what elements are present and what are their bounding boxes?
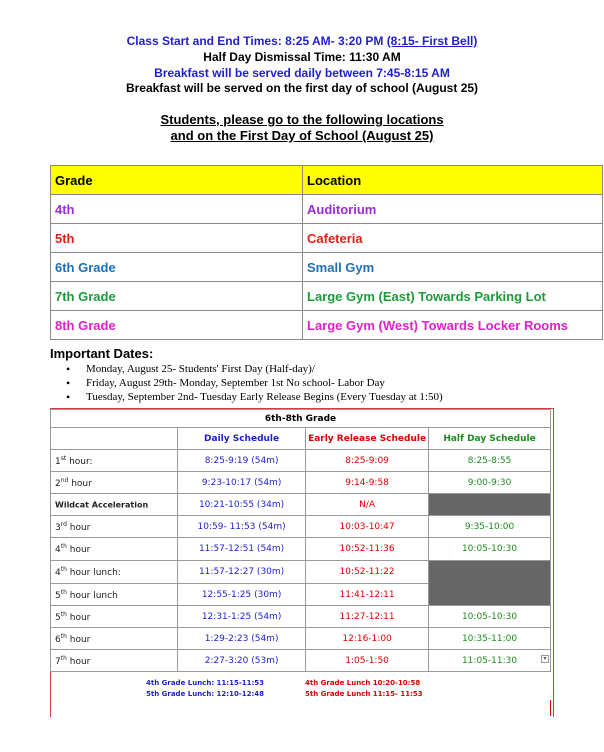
schedule-table — [50, 409, 551, 672]
half-day-time: 10:35-11:00 — [429, 628, 551, 650]
early-release-time: 11:41-12:11 — [306, 584, 429, 606]
period-number: 6 — [55, 634, 61, 645]
half-day-time — [429, 561, 551, 606]
grade-cell: 7th Grade — [51, 282, 303, 311]
early-release-time: 10:03-10:47 — [306, 516, 429, 538]
period-suffix: th — [60, 654, 67, 662]
early-release-header: Early Release Schedule — [306, 428, 429, 450]
schedule-title-row — [51, 410, 551, 428]
period-number: 3 — [55, 522, 61, 533]
daily-time: 2:27-3:20 (53m) — [178, 650, 306, 672]
period-rest: hour — [66, 656, 91, 667]
location-cell: Auditorium — [303, 195, 603, 224]
table-row — [51, 538, 551, 561]
location-cell: Cafeteria — [303, 224, 603, 253]
period-suffix: th — [60, 632, 67, 640]
lunch-red-1: 4th Grade Lunch 10:20-10:58 — [305, 679, 421, 687]
location-cell: Large Gym (East) Towards Parking Lot — [303, 282, 603, 311]
first-bell-text: (8:15- First Bell) — [386, 34, 478, 48]
daily-time: 12:55-1:25 (30m) — [178, 584, 306, 606]
early-release-time: 1:05-1:50 — [306, 650, 429, 672]
period-label — [51, 584, 178, 606]
table-row — [51, 224, 603, 253]
table-row — [51, 494, 551, 516]
daily-time: 12:31-1:25 (54m) — [178, 606, 306, 628]
locations-table — [50, 165, 603, 340]
period-label — [51, 516, 178, 538]
early-release-time: 11:27-12:11 — [306, 606, 429, 628]
period-label — [51, 472, 178, 494]
lunch-blue-2: 5th Grade Lunch: 12:10-12:48 — [146, 690, 265, 698]
list-item: • Friday, August 29th- Monday, September 1st No school- Labor Day — [66, 376, 443, 390]
half-day-time — [429, 494, 551, 516]
grade-cell: 4th — [51, 195, 303, 224]
half-day-time: 11:05-11:30 — [429, 650, 551, 672]
period-number: 5 — [55, 612, 61, 623]
table-row — [51, 628, 551, 650]
early-release-time: 12:16-1:00 — [306, 628, 429, 650]
important-dates-list — [66, 362, 443, 404]
early-release-time: 8:25-9:09 — [306, 450, 429, 472]
period-suffix: rd — [60, 520, 67, 528]
period-number: 7 — [55, 656, 61, 667]
table-row — [51, 253, 603, 282]
early-release-time: 10:52-11:22 — [306, 561, 429, 584]
period-rest: hour: — [66, 456, 93, 467]
period-rest: hour — [68, 478, 92, 489]
locations-title-2: and on the First Day of School (August 25) — [170, 128, 434, 143]
period-label — [51, 606, 178, 628]
period-rest: hour — [66, 612, 91, 623]
table-row — [51, 650, 551, 672]
table-row — [51, 282, 603, 311]
period-number: 4 — [55, 568, 61, 578]
breakfast-first-day: Breakfast will be served on the first day of school (August 25) — [125, 81, 479, 95]
location-cell: Large Gym (West) Towards Locker Rooms — [303, 311, 603, 340]
period-suffix: nd — [60, 476, 69, 484]
grade-header: Grade — [51, 166, 303, 195]
table-row — [51, 561, 551, 584]
period-rest: hour lunch: — [66, 568, 121, 578]
period-number: 5 — [55, 590, 61, 601]
half-day-dismissal: Half Day Dismissal Time: 11:30 AM — [203, 50, 401, 64]
scroll-down-icon[interactable]: ▾ — [541, 655, 549, 663]
daily-time: 1:29-2:23 (54m) — [178, 628, 306, 650]
period-rest: hour — [66, 634, 91, 645]
period-suffix: th — [60, 543, 67, 550]
period-label — [51, 538, 178, 561]
period-number: 1 — [55, 456, 61, 467]
location-cell: Small Gym — [303, 253, 603, 282]
period-label — [51, 561, 178, 584]
period-label — [51, 450, 178, 472]
half-day-time: 8:25-8:55 — [429, 450, 551, 472]
grade-cell: 5th — [51, 224, 303, 253]
lunch-blue-1: 4th Grade Lunch: 11:15-11:53 — [146, 679, 265, 687]
half-day-time: 9:00-9:30 — [429, 472, 551, 494]
daily-time: 11:57-12:51 (54m) — [178, 538, 306, 561]
period-suffix: th — [60, 610, 67, 618]
table-row — [51, 450, 551, 472]
half-day-header: Half Day Schedule — [429, 428, 551, 450]
table-row — [51, 311, 603, 340]
daily-schedule-header: Daily Schedule — [178, 428, 306, 450]
class-times-line — [0, 34, 604, 49]
half-day-time: 10:05-10:30 — [429, 538, 551, 561]
class-times-text: Class Start and End Times: 8:25 AM- 3:20 PM — [126, 34, 387, 48]
early-release-time: N/A — [306, 494, 429, 516]
period-rest: hour lunch — [66, 590, 118, 601]
period-number: Wildcat Acceleration — [55, 500, 149, 510]
period-label — [51, 494, 178, 516]
locations-header-row — [51, 166, 603, 195]
table-row — [51, 195, 603, 224]
period-label — [51, 650, 178, 672]
period-suffix: st — [60, 454, 67, 462]
schedule-header-row — [51, 428, 551, 450]
blank-header — [51, 428, 178, 450]
period-number: 4 — [55, 545, 61, 555]
period-rest: hour — [66, 545, 91, 555]
location-header: Location — [303, 166, 603, 195]
locations-title-1: Students, please go to the following locations — [160, 112, 444, 127]
important-dates-title: Important Dates: — [50, 346, 154, 361]
grade-cell: 6th Grade — [51, 253, 303, 282]
period-label — [51, 628, 178, 650]
schedule-title: 6th-8th Grade — [51, 410, 551, 428]
daily-time: 8:25-9:19 (54m) — [178, 450, 306, 472]
lunch-red-2: 5th Grade Lunch 11:15- 11:53 — [305, 690, 423, 698]
list-item: • Tuesday, September 2nd- Tuesday Early Release Begins (Every Tuesday at 1:50) — [66, 390, 443, 404]
table-row — [51, 472, 551, 494]
list-item: • Monday, August 25- Students' First Day (Half-day)/ — [66, 362, 443, 376]
period-number: 2 — [55, 478, 61, 489]
half-day-time: 10:05-10:30 — [429, 606, 551, 628]
breakfast-daily: Breakfast will be served daily between 7:45-8:15 AM — [154, 66, 450, 80]
early-release-time: 10:52-11:36 — [306, 538, 429, 561]
daily-time: 10:21-10:55 (34m) — [178, 494, 306, 516]
period-suffix: th — [60, 566, 67, 573]
table-row — [51, 606, 551, 628]
period-suffix: th — [60, 588, 67, 596]
period-rest: hour — [66, 522, 91, 533]
frame-edge — [550, 700, 551, 716]
daily-time: 10:59- 11:53 (54m) — [178, 516, 306, 538]
grade-cell: 8th Grade — [51, 311, 303, 340]
daily-time: 11:57-12:27 (30m) — [178, 561, 306, 584]
half-day-time: 9:35-10:00 — [429, 516, 551, 538]
early-release-time: 9:14-9:58 — [306, 472, 429, 494]
daily-time: 9:23-10:17 (54m) — [178, 472, 306, 494]
table-row — [51, 516, 551, 538]
